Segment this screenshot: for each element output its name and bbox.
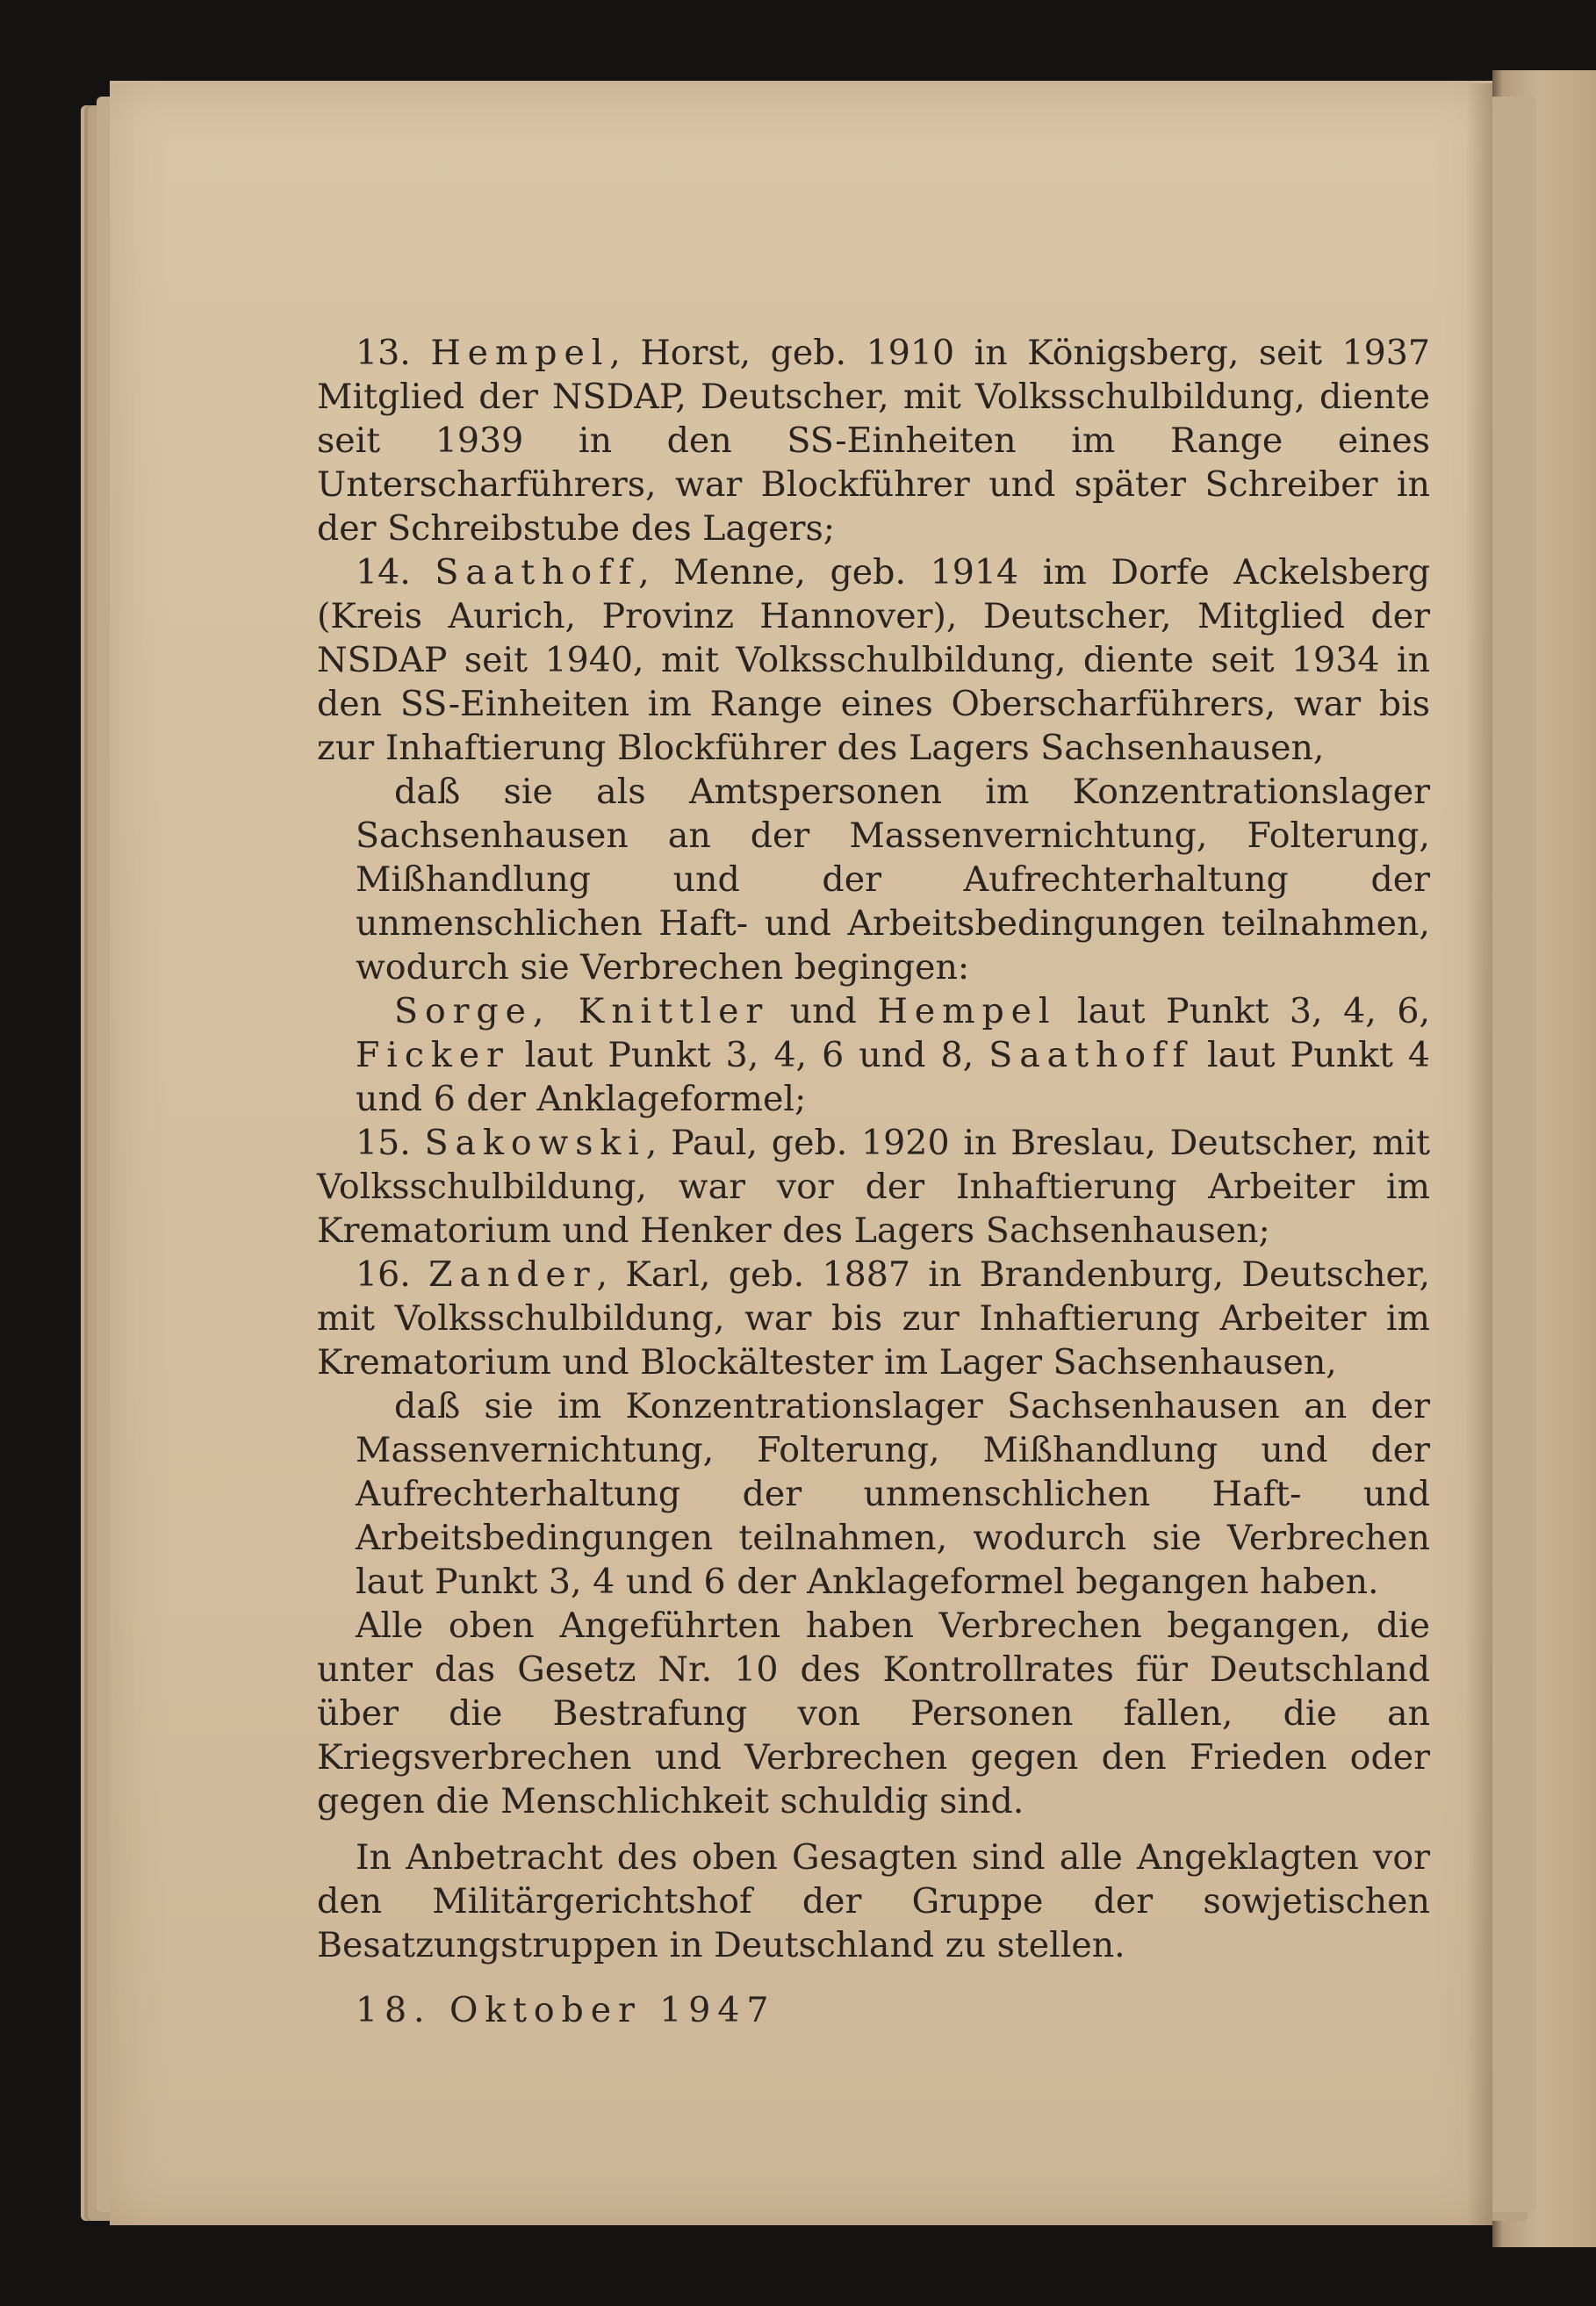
defendant-details: , Horst, geb. 1910 in Königsberg, seit 1937 Mitglied der NSDAP, Deutscher, mit Volksschulbildung, diente seit 1939 in den SS-Einheiten im Range eines Unterscharführers, war Blockführer und später Schreiber in der Schreibstube des Lagers; — [317, 333, 1431, 549]
paragraph-16 — [317, 1253, 1430, 1384]
paragraph-13 — [317, 331, 1430, 550]
defendant-name: Hempel — [430, 333, 610, 373]
document-date: 18. Oktober 1947 — [356, 1990, 776, 2030]
defendant-details: , Paul, geb. 1920 in Breslau, Deutscher, mit Volksschulbildung, war vor der Inhaftierung Arbeiter im Krematorium und Henker des Lagers Sachsenhausen; — [317, 1123, 1430, 1251]
charge-paragraph-1: daß sie als Amtspersonen im Konzentrationslager Sachsenhausen an der Massenvernichtung, Folterung, Mißhandlung und der Aufrechterhaltung der unmenschlichen Haft- und Arbeitsbedingungen teilnahmen, wodurch sie Verbrechen begingen: — [356, 772, 1430, 988]
item-number: 15. — [356, 1123, 411, 1163]
item-number: 16. — [356, 1254, 411, 1295]
defendant-details: , Karl, geb. 1887 in Brandenburg, Deutscher, mit Volksschulbildung, war bis zur Inhaftierung Arbeiter im Krematorium und Blockältester im Lager Sachsenhausen, — [317, 1254, 1430, 1383]
item-number: 14. — [356, 552, 411, 593]
defendant-name: Ficker — [356, 1035, 510, 1075]
charge-paragraph-2: daß sie im Konzentrationslager Sachsenhausen an der Massenvernichtung, Folterung, Mißhandlung und der Aufrechterhaltung der unmenschlichen Haft- und Arbeitsbedingungen teilnahmen, wodurch sie Verbrechen laut Punkt 3, 4 und 6 der Anklageformel begangen haben. — [356, 1386, 1430, 1602]
conclusion-paragraph-2: In Anbetracht des oben Gesagten sind alle Angeklagten vor den Militärgerichtshof der Gruppe der sowjetischen Besatzungstruppen in Deutschland zu stellen. — [317, 1837, 1430, 1965]
conclusion-paragraph-1: Alle oben Angeführten haben Verbrechen begangen, die unter das Gesetz Nr. 10 des Kontrollrates für Deutschland über die Bestrafung von Personen fallen, die an Kriegsverbrechen und Verbrechen gegen den Frieden oder gegen die Menschlichkeit schuldig sind. — [317, 1606, 1430, 1821]
defendant-name: Saathoff — [989, 1035, 1192, 1075]
item-number: 13. — [356, 333, 411, 373]
paragraph-14 — [317, 550, 1430, 770]
charge-points-1 — [317, 989, 1430, 1121]
defendant-name: Saathoff — [435, 552, 639, 593]
charge-points: laut Punkt 3, 4, 6 und 8, — [509, 1035, 989, 1075]
paragraph-15 — [317, 1121, 1430, 1253]
defendant-name: Hempel — [877, 991, 1057, 1031]
defendant-name: Zander — [428, 1254, 597, 1295]
defendant-names: Sorge, Knittler — [394, 991, 770, 1031]
page-text — [317, 331, 1430, 2032]
book-page — [110, 81, 1492, 2225]
defendant-details: , Menne, geb. 1914 im Dorfe Ackelsberg (Kreis Aurich, Provinz Hannover), Deutscher, Mitglied der NSDAP seit 1940, mit Volksschulbildung, diente seit 1934 in den SS-Einheiten im Range eines Oberscharführers, war bis zur Inhaftierung Blockführer des Lagers Sachsenhausen, — [317, 552, 1430, 768]
charge-points: laut Punkt 4 und 6 der Anklageformel; — [356, 1035, 1430, 1119]
charge-points: laut Punkt 3, 4, 6, — [1056, 991, 1431, 1031]
conjunction: und — [769, 991, 878, 1031]
defendant-name: Sakowski — [424, 1123, 646, 1163]
